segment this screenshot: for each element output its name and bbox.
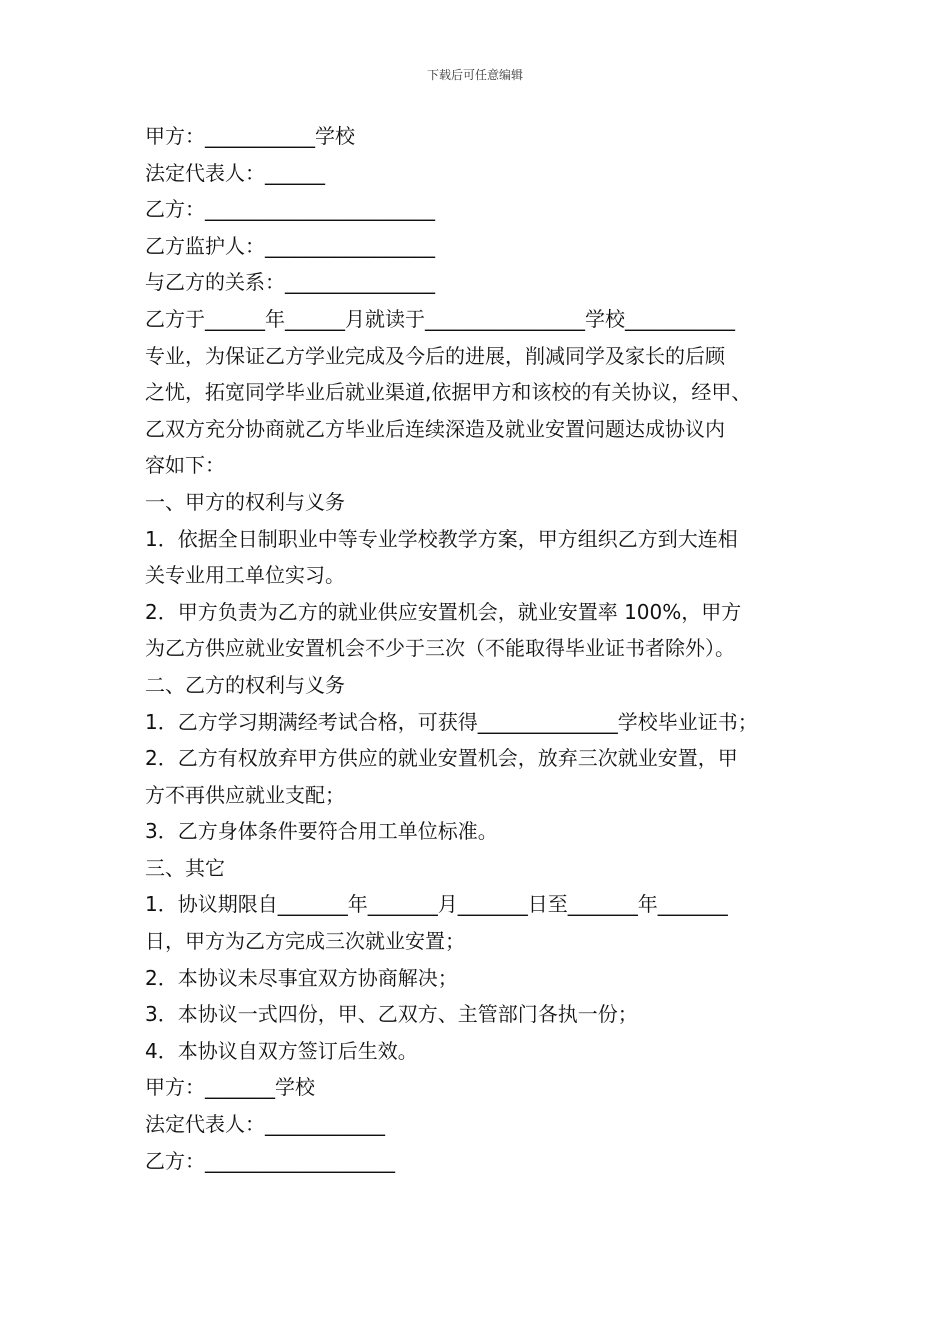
clause-line: 关专业用工单位实习。 bbox=[145, 563, 345, 588]
clause-line: 日，甲方为乙方完成三次就业安置； bbox=[145, 929, 465, 954]
clause-line: 1．协议期限自_______年_______月_______日至_______年_______ bbox=[145, 892, 728, 917]
clause-line: 1．依据全日制职业中等专业学校教学方案，甲方组织乙方到大连相 bbox=[145, 526, 738, 551]
clause-line: 方不再供应就业支配； bbox=[145, 782, 345, 807]
section-heading-other: 三、其它 bbox=[145, 855, 225, 880]
signature-legal-rep-line: 法定代表人：____________ bbox=[145, 1112, 385, 1137]
page-header-note: 下载后可任意编辑 bbox=[426, 68, 523, 82]
intro-paragraph-line: 容如下： bbox=[145, 453, 225, 478]
intro-paragraph-line: 之忧，拓宽同学毕业后就业渠道,依据甲方和该校的有关协议，经甲、 bbox=[145, 380, 752, 405]
relationship-line: 与乙方的关系：_______________ bbox=[145, 270, 435, 295]
section-heading-party-a: 一、甲方的权利与义务 bbox=[145, 489, 345, 514]
agreement-body bbox=[145, 118, 825, 1179]
clause-line: 2．甲方负责为乙方的就业供应安置机会，就业安置率 100%，甲方 bbox=[145, 599, 742, 624]
party-a-line: 甲方：___________学校 bbox=[145, 124, 355, 148]
clause-line: 3．本协议一式四份，甲、乙双方、主管部门各执一份； bbox=[145, 1002, 638, 1027]
clause-line: 2．本协议未尽事宜双方协商解决； bbox=[145, 965, 458, 990]
clause-line: 4．本协议自双方签订后生效。 bbox=[145, 1038, 418, 1063]
clause-line: 为乙方供应就业安置机会不少于三次（不能取得毕业证书者除外）。 bbox=[145, 636, 735, 661]
clause-line: 2．乙方有权放弃甲方供应的就业安置机会，放弃三次就业安置，甲 bbox=[145, 746, 738, 771]
section-heading-party-b: 二、乙方的权利与义务 bbox=[145, 672, 345, 697]
clause-line: 1．乙方学习期满经考试合格，可获得______________学校毕业证书； bbox=[145, 709, 758, 734]
signature-party-a-line: 甲方：_______学校 bbox=[145, 1075, 315, 1100]
intro-paragraph-line: 专业，为保证乙方学业完成及今后的进展，削减同学及家长的后顾 bbox=[145, 343, 725, 368]
party-b-guardian-line: 乙方监护人：_________________ bbox=[145, 233, 435, 258]
signature-party-b-line: 乙方：___________________ bbox=[145, 1148, 395, 1173]
intro-paragraph-line: 乙双方充分协商就乙方毕业后连续深造及就业安置问题达成协议内 bbox=[145, 416, 725, 441]
intro-paragraph-line: 乙方于______年______月就读于________________学校___________ bbox=[145, 306, 735, 331]
party-a-legal-rep-line: 法定代表人：______ bbox=[145, 160, 325, 185]
clause-line: 3．乙方身体条件要符合用工单位标准。 bbox=[145, 819, 498, 844]
party-b-line: 乙方：_______________________ bbox=[145, 197, 435, 222]
